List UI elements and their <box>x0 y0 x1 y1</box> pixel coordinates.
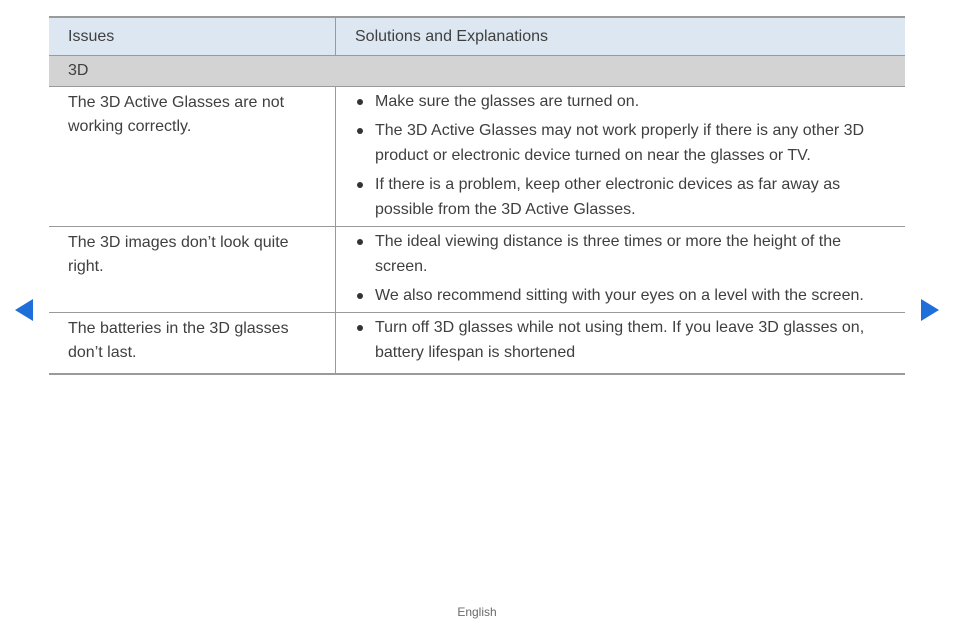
issue-cell: The 3D images don’t look quite right. <box>49 227 336 313</box>
solution-item <box>355 118 875 168</box>
issues-column-header: Issues <box>49 17 336 56</box>
solution-item <box>355 172 875 222</box>
solution-item <box>355 89 875 114</box>
issue-cell: The 3D Active Glasses are not working correctly. <box>49 87 336 227</box>
solution-item <box>355 315 875 365</box>
section-row <box>49 56 905 87</box>
solutions-list <box>355 89 875 222</box>
solution-text: Turn off 3D glasses while not using them. If you leave 3D glasses on, battery lifespan is shortened <box>375 319 865 361</box>
solution-text: The 3D Active Glasses may not work properly if there is any other 3D product or electronic device turned on near the glasses or TV. <box>375 122 865 164</box>
table-row <box>49 87 905 227</box>
troubleshooting-table <box>49 16 905 375</box>
table-row <box>49 313 905 375</box>
previous-page-button[interactable] <box>15 299 33 321</box>
solution-text: Make sure the glasses are turned on. <box>375 93 640 110</box>
section-label: 3D <box>49 56 905 87</box>
bullet-icon <box>355 283 365 308</box>
solutions-cell <box>336 313 906 375</box>
solution-item <box>355 283 875 308</box>
table-header-row <box>49 17 905 56</box>
solutions-list <box>355 229 875 308</box>
bullet-icon <box>355 229 365 254</box>
issue-cell: The batteries in the 3D glasses don’t last. <box>49 313 336 375</box>
solutions-list <box>355 315 875 365</box>
bullet-icon <box>355 172 365 197</box>
solution-text: If there is a problem, keep other electronic devices as far away as possible from the 3D Active Glasses. <box>375 176 841 218</box>
table-row <box>49 227 905 313</box>
next-page-button[interactable] <box>921 299 939 321</box>
solution-text: We also recommend sitting with your eyes on a level with the screen. <box>375 287 864 304</box>
solutions-cell <box>336 87 906 227</box>
solutions-column-header: Solutions and Explanations <box>355 27 549 45</box>
solution-item <box>355 229 875 279</box>
footer-language: English <box>457 605 497 619</box>
bullet-icon <box>355 89 365 114</box>
bullet-icon <box>355 118 365 143</box>
bullet-icon <box>355 315 365 340</box>
solution-text: The ideal viewing distance is three times or more the height of the screen. <box>375 233 842 275</box>
solutions-cell <box>336 227 906 313</box>
